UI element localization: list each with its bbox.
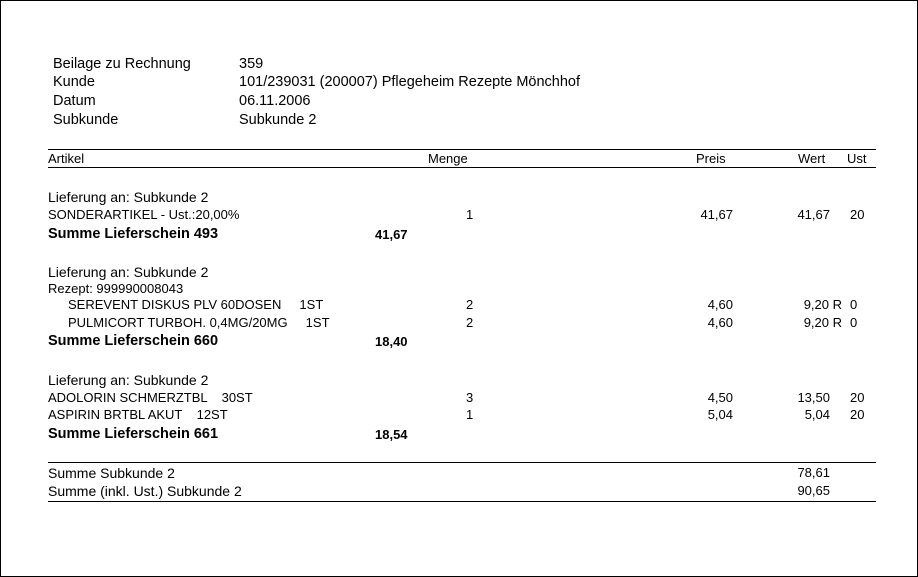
header-value-customer: 101/239031 (200007) Pflegeheim Rezepte Mönchhof (239, 74, 580, 90)
item-price: 5,04 (707, 407, 733, 422)
item-value: 13,50 (797, 390, 830, 405)
delivery-title: Lieferung an: Subkunde 2 (48, 189, 209, 205)
header-label-invoice: Beilage zu Rechnung (53, 56, 191, 72)
totals-top-rule (48, 462, 876, 463)
item-value: 9,20 R (803, 297, 842, 312)
column-header-top-rule (48, 149, 876, 150)
delivery-title: Lieferung an: Subkunde 2 (48, 264, 209, 280)
item-ust: 20 (850, 207, 865, 222)
item-qty: 2 (466, 315, 474, 330)
item-price: 41,67 (700, 207, 733, 222)
delivery-sum-value: 18,40 (375, 334, 408, 349)
column-ust: Ust (847, 151, 867, 166)
item-price: 4,60 (707, 297, 733, 312)
item-price: 4,50 (707, 390, 733, 405)
header-label-date: Datum (53, 93, 96, 109)
total-value: 90,65 (797, 483, 830, 498)
column-header-bottom-rule (48, 167, 876, 168)
item-value: 9,20 R (803, 315, 842, 330)
column-menge: Menge (428, 151, 468, 166)
column-wert: Wert (798, 151, 826, 166)
item-name: ASPIRIN BRTBL AKUT 12ST (48, 407, 228, 422)
item-name: SONDERARTIKEL - Ust.:20,00% (48, 207, 240, 222)
item-name: SEREVENT DISKUS PLV 60DOSEN 1ST (68, 297, 324, 312)
item-name: PULMICORT TURBOH. 0,4MG/20MG 1ST (68, 315, 330, 330)
delivery-sum-label: Summe Lieferschein 493 (48, 226, 219, 242)
delivery-title: Lieferung an: Subkunde 2 (48, 372, 209, 388)
item-qty: 1 (466, 207, 474, 222)
item-ust: 0 (850, 297, 858, 312)
item-value: 41,67 (797, 207, 830, 222)
header-label-customer: Kunde (53, 74, 95, 90)
header-value-invoice: 359 (239, 56, 264, 72)
totals-bottom-rule (48, 501, 876, 502)
total-value: 78,61 (797, 465, 830, 480)
total-label: Summe Subkunde 2 (48, 465, 175, 481)
delivery-sum-label: Summe Lieferschein 661 (48, 426, 219, 442)
column-artikel: Artikel (48, 151, 85, 166)
rezept-number: Rezept: 999990008043 (48, 281, 184, 296)
item-ust: 20 (850, 407, 865, 422)
item-qty: 1 (466, 407, 474, 422)
column-preis: Preis (696, 151, 726, 166)
header-value-subcustomer: Subkunde 2 (239, 112, 317, 128)
item-qty: 2 (466, 297, 474, 312)
item-price: 4,60 (707, 315, 733, 330)
header-label-subcustomer: Subkunde (53, 112, 119, 128)
item-name: ADOLORIN SCHMERZTBL 30ST (48, 390, 253, 405)
delivery-sum-value: 18,54 (375, 427, 408, 442)
item-ust: 20 (850, 390, 865, 405)
total-label: Summe (inkl. Ust.) Subkunde 2 (48, 483, 242, 499)
item-ust: 0 (850, 315, 858, 330)
item-value: 5,04 (804, 407, 830, 422)
delivery-sum-label: Summe Lieferschein 660 (48, 333, 219, 349)
header-value-date: 06.11.2006 (239, 93, 311, 109)
delivery-sum-value: 41,67 (375, 227, 408, 242)
item-qty: 3 (466, 390, 474, 405)
